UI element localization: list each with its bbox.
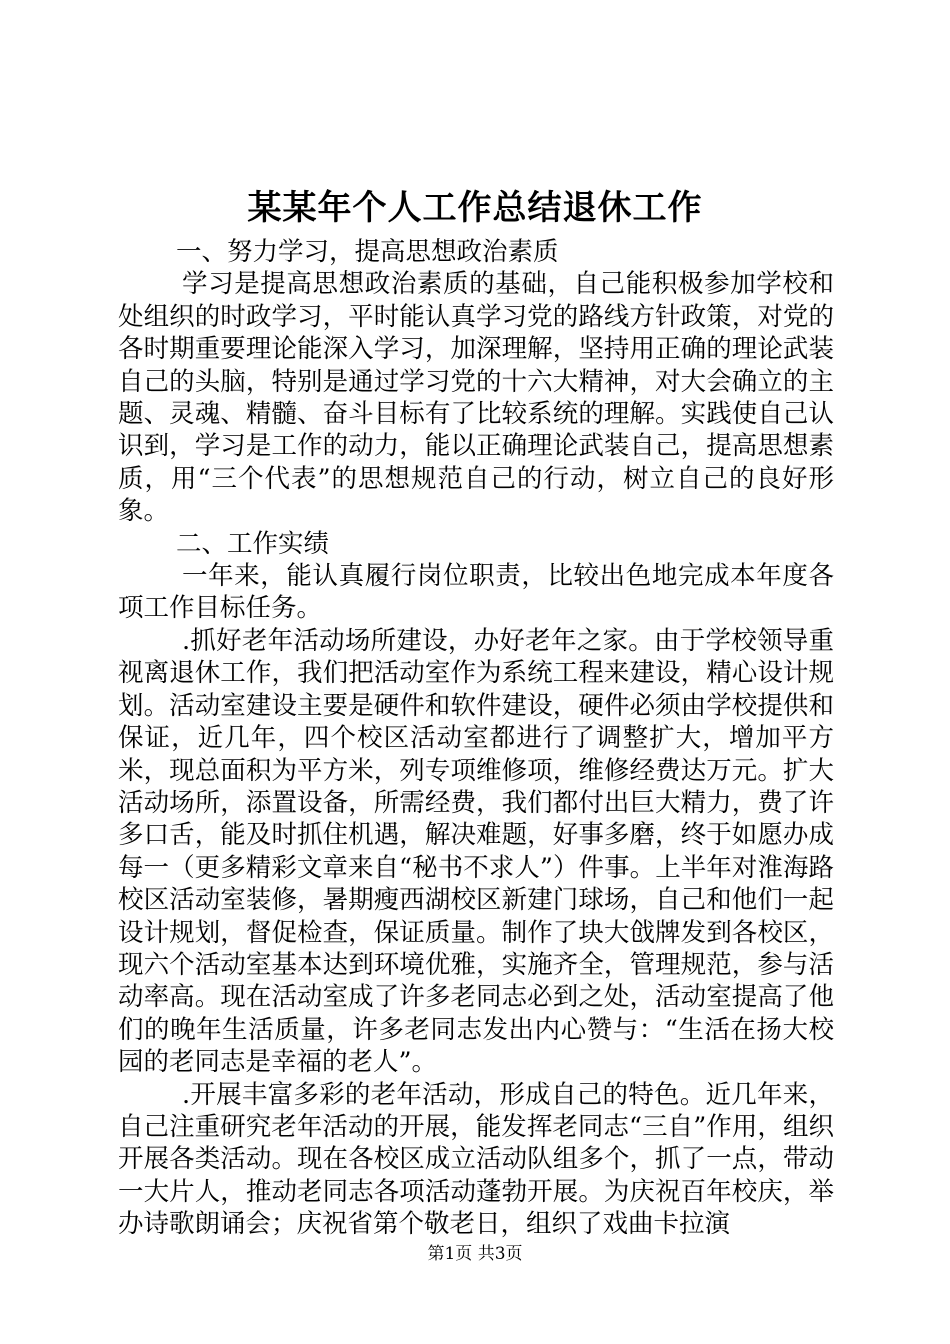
section-heading-2: 二、工作实绩 [176,528,330,559]
body-paragraph-4: .开展丰富多彩的老年活动，形成自己的特色。近几年来，自己注重研究老年活动的开展，能发挥老同志“三自”作用，组织开展各类活动。现在各校区成立活动队组多个，抓了一点，带动一大片人，推动老同志各项活动蓬勃开展。为庆祝百年校庆，举办诗歌朗诵会；庆祝省第个敬老日，组织了戏曲卡拉演 [118,1079,834,1240]
section-heading-1: 一、努力学习，提高思想政治素质 [176,237,559,267]
document-body [118,236,834,1241]
body-paragraph-1: 学习是提高思想政治素质的基础，自己能积极参加学校和处组织的时政学习，平时能认真学习党的路线方针政策，对党的各时期重要理论能深入学习，加深理解，坚持用正确的理论武装自己的头脑，特别是通过学习党的十六大精神，对大会确立的主题、灵魂、精髓、奋斗目标有了比较系统的理解。实践使自己认识到，学习是工作的动力，能以正确理论武装自己，提高思想素质，用“三个代表”的思想规范自己的行动，树立自己的良好形象。 [118,269,834,527]
page-number-footer: 第1页 共3页 [427,1244,523,1264]
document-title: 某某年个人工作总结退休工作 [247,188,703,228]
body-paragraph-3: .抓好老年活动场所建设，办好老年之家。由于学校领导重视离退休工作，我们把活动室作为系统工程来建设，精心设计规划。活动室建设主要是硬件和软件建设，硬件必须由学校提供和保证，近几年，四个校区活动室都进行了调整扩大，增加平方米，现总面积为平方米，列专项维修项，维修经费达万元。扩大活动场所，添置设备，所需经费，我们都付出巨大精力，费了许多口舌，能及时抓住机遇，解决难题，好事多磨，终于如愿办成每一（更多精彩文章来自“秘书不求人”）件事。上半年对淮海路校区活动室装修，暑期瘦西湖校区新建门球场，自己和他们一起设计规划，督促检查，保证质量。制作了块大戗牌发到各校区，现六个活动室基本达到环境优雅，实施齐全，管理规范，参与活动率高。现在活动室成了许多老同志必到之处，活动室提高了他们的晚年生活质量，许多老同志发出内心赞与：“生活在扬大校园的老同志是幸福的老人”。 [118,625,834,1078]
body-paragraph-2: 一年来，能认真履行岗位职责，比较出色地完成本年度各项工作目标任务。 [118,561,834,624]
